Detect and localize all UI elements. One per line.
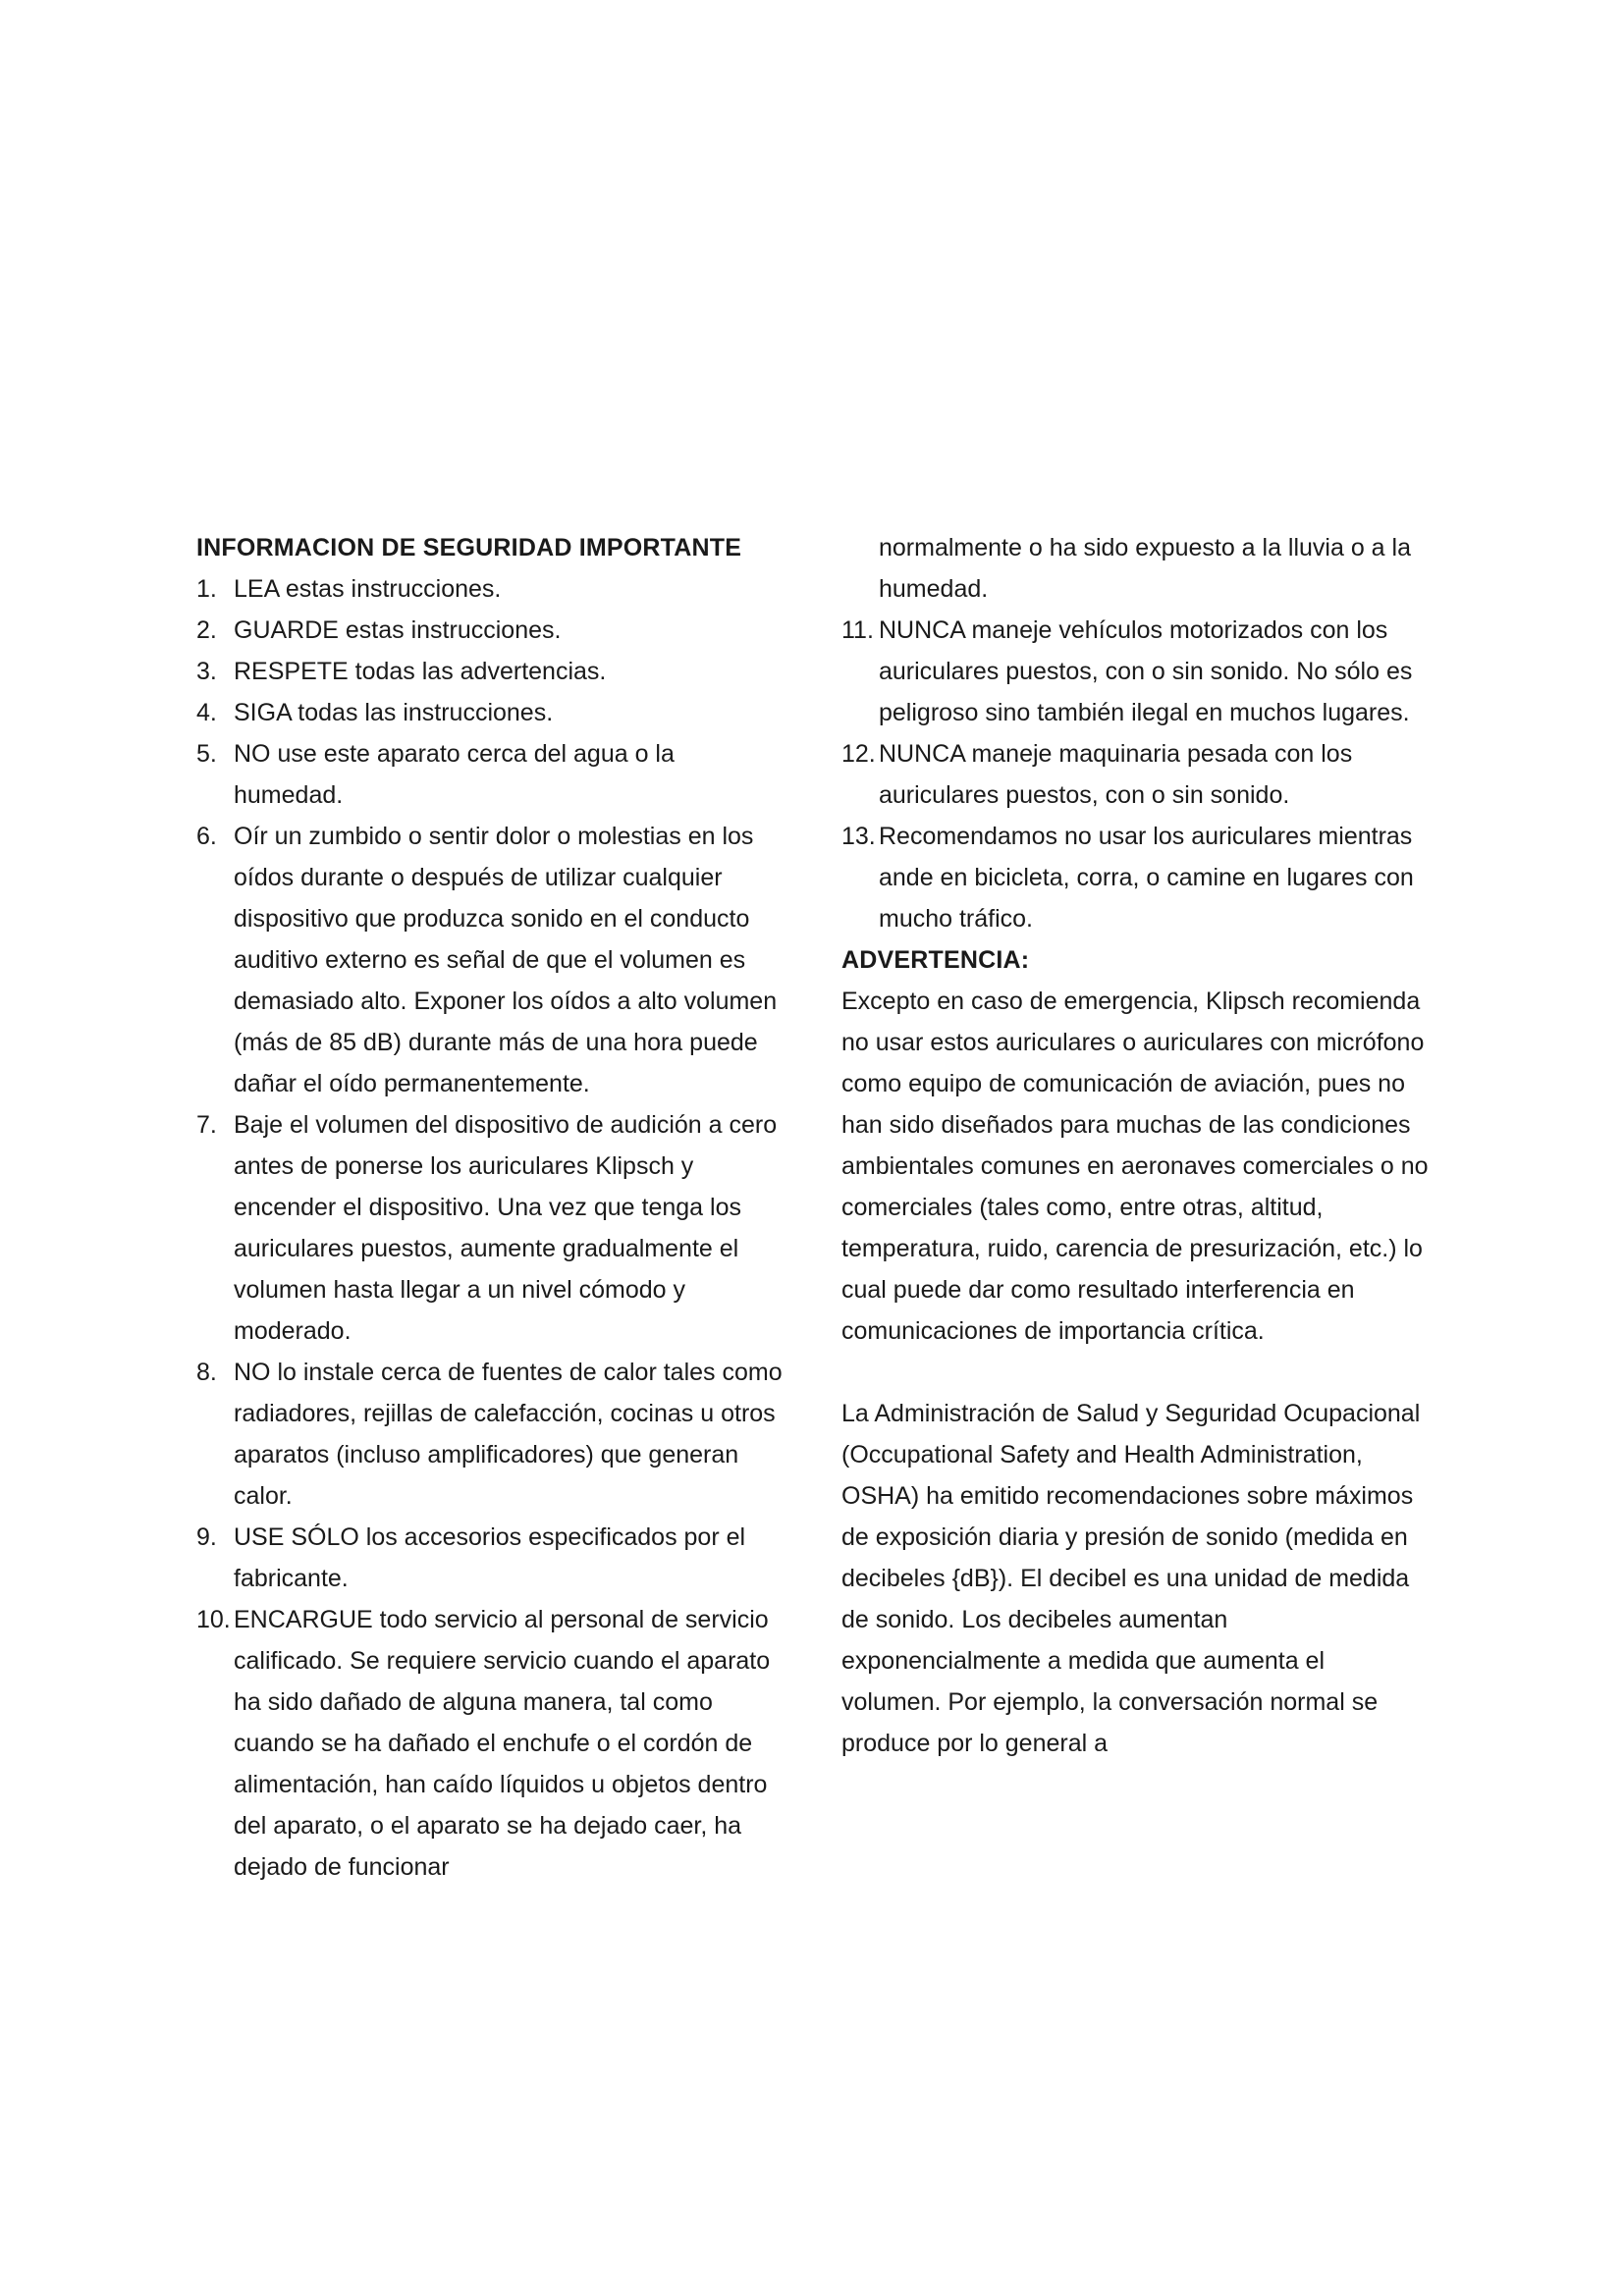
warning-heading: ADVERTENCIA:: [841, 946, 1030, 974]
list-item: [841, 816, 1431, 939]
paragraph-spacer: [841, 1352, 1431, 1393]
item-number: 1.: [196, 575, 217, 603]
left-column: [196, 527, 785, 1888]
item-number: 2.: [196, 616, 217, 644]
item-text: RESPETE todas las advertencias.: [234, 658, 607, 685]
list-item: [196, 816, 785, 1104]
item-text: Baje el volumen del dispositivo de audición a cero antes de ponerse los auriculares Klipsch y encender el dispositivo. Una vez que tenga los auriculares puestos, aumente gradualmente el volumen hasta llegar a un nivel cómodo y moderado.: [234, 1111, 778, 1345]
item-text: GUARDE estas instrucciones.: [234, 616, 562, 644]
item-number: 12.: [841, 740, 876, 768]
item-number: 10.: [196, 1606, 231, 1633]
item-text: LEA estas instrucciones.: [234, 575, 502, 603]
list-item: [196, 1104, 785, 1352]
list-item: [841, 610, 1431, 733]
list-item: [196, 1517, 785, 1599]
list-item: [196, 1352, 785, 1517]
list-item: [196, 568, 785, 610]
list-item: [196, 692, 785, 733]
item-number: 3.: [196, 658, 217, 685]
item-text: ENCARGUE todo servicio al personal de servicio calificado. Se requiere servicio cuando el aparato ha sido dañado de alguna manera, tal como cuando se ha dañado el enchufe o el cordón de alimentación, han caído líquidos u objetos dentro del aparato, o el aparato se ha dejado caer, ha dejado de funcionar: [234, 1606, 771, 1881]
safety-list-continued: [841, 610, 1431, 939]
item-text: Oír un zumbido o sentir dolor o molestias en los oídos durante o después de utilizar cualquier dispositivo que produzca sonido en el conducto auditivo externo es señal de que el volumen es demasiado alto. Exponer los oídos a alto volumen (más de 85 dB) durante más de una hora puede dañar el oído permanentemente.: [234, 823, 778, 1097]
item-10-continuation: normalmente o ha sido expuesto a la lluvia o a la humedad.: [879, 534, 1411, 603]
item-number: 13.: [841, 823, 876, 850]
item-number: 8.: [196, 1359, 217, 1386]
item-number: 4.: [196, 699, 217, 726]
list-item: [196, 610, 785, 651]
warning-paragraph: Excepto en caso de emergencia, Klipsch recomienda no usar estos auriculares o auriculares con micrófono como equipo de comunicación de aviación, pues no han sido diseñados para muchas de las condiciones ambientales comunes en aeronaves comerciales o no comerciales (tales como, entre otras, altitud, temperatura, ruido, carencia de presurización, etc.) lo cual puede dar como resultado interferencia en comunicaciones de importancia crítica.: [841, 988, 1429, 1345]
list-item: [841, 733, 1431, 816]
item-text: NUNCA maneje maquinaria pesada con los auriculares puestos, con o sin sonido.: [879, 740, 1353, 809]
safety-list: [196, 568, 785, 1888]
item-text: USE SÓLO los accesorios especificados por el fabricante.: [234, 1523, 746, 1592]
item-number: 11.: [841, 616, 874, 644]
osha-paragraph: La Administración de Salud y Seguridad Ocupacional (Occupational Safety and Health Administration, OSHA) ha emitido recomendaciones sobre máximos de exposición diaria y presión de sonido (medida en decibeles {dB}). El decibel es una unidad de medida de sonido. Los decibeles aumentan exponencialmente a medida que aumenta el volumen. Por ejemplo, la conversación normal se produce por lo general a: [841, 1400, 1421, 1757]
item-number: 5.: [196, 740, 217, 768]
safety-heading: INFORMACION DE SEGURIDAD IMPORTANTE: [196, 534, 742, 561]
item-text: NO lo instale cerca de fuentes de calor tales como radiadores, rejillas de calefacción, cocinas u otros aparatos (incluso amplificadores) que generan calor.: [234, 1359, 783, 1510]
item-number: 6.: [196, 823, 217, 850]
item-number: 7.: [196, 1111, 217, 1139]
item-text: Recomendamos no usar los auriculares mientras ande en bicicleta, corra, o camine en lugares con mucho tráfico.: [879, 823, 1414, 933]
item-text: SIGA todas las instrucciones.: [234, 699, 554, 726]
list-item: [196, 1599, 785, 1888]
item-text: NO use este aparato cerca del agua o la humedad.: [234, 740, 675, 809]
item-text: NUNCA maneje vehículos motorizados con los auriculares puestos, con o sin sonido. No sólo es peligroso sino también ilegal en muchos lugares.: [879, 616, 1413, 726]
right-column: [841, 527, 1431, 1764]
list-item: [196, 733, 785, 816]
item-number: 9.: [196, 1523, 217, 1551]
list-item: [196, 651, 785, 692]
